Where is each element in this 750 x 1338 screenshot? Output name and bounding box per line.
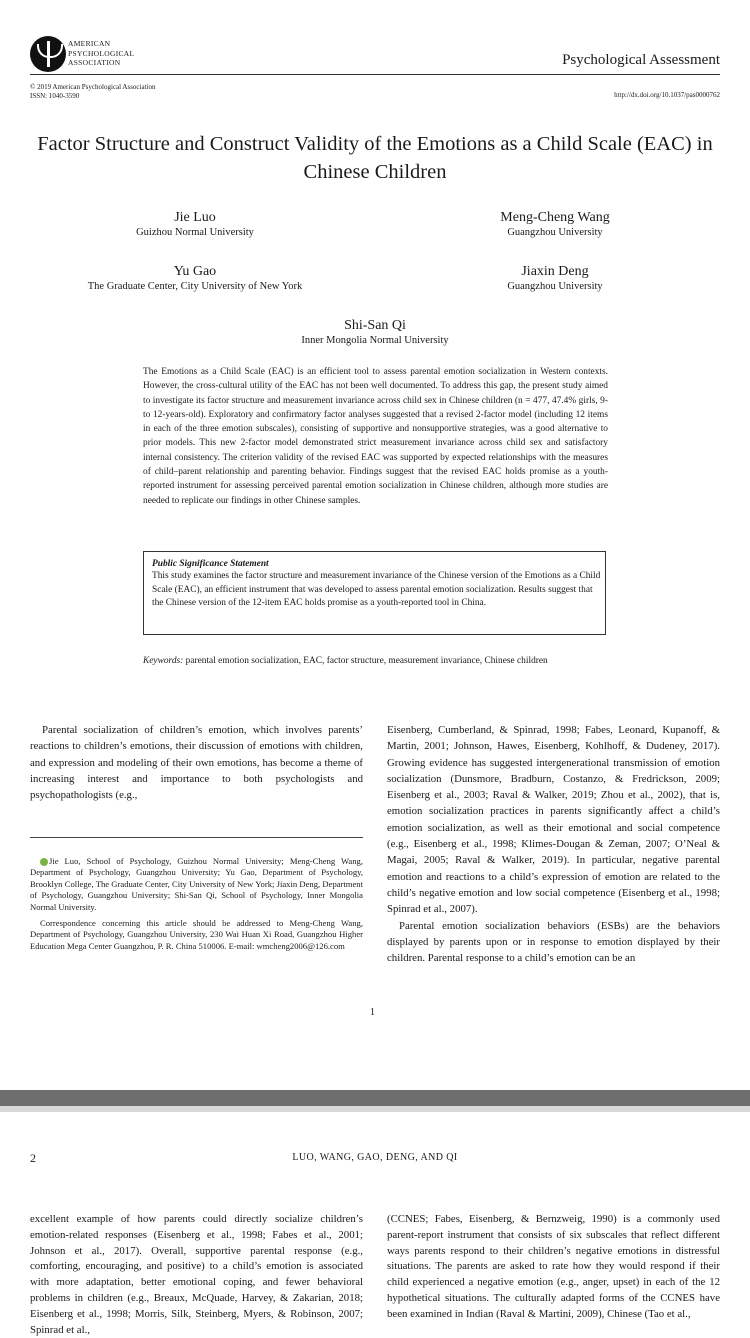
author-name: Jiaxin Deng <box>521 264 589 279</box>
orcid-icon[interactable] <box>40 858 48 866</box>
page-separator <box>0 1090 750 1106</box>
publisher-line: ASSOCIATION <box>68 58 121 67</box>
body-left-column: Parental socialization of children’s emotion, which involves parents’ reactions to children’s emotions, their discussion of emotions with children, and expression and modeling of their own emotions, has become a theme of increasing interest and importance to both psychologists and psychopathologists (e.g., <box>30 724 363 802</box>
copyright-line: © 2019 American Psychological Association <box>30 83 156 91</box>
significance-body: This study examines the factor structure and measurement invariance of the Chinese version of the Emotions as a Child Scale (EAC), an efficient instrument that was developed to assess parental emotion socialization. Results suggest that the Chinese version of the 12-item EAC holds promise as a youth-reported tool in China. <box>152 571 601 608</box>
significance-title: Public Significance Statement <box>152 559 269 569</box>
page-number: 1 <box>370 1007 375 1018</box>
author-name: Yu Gao <box>173 264 217 279</box>
issn-line: ISSN: 1040-3590 <box>30 91 80 100</box>
keywords-label: Keywords: <box>143 656 184 666</box>
author-affiliation: Guizhou Normal University <box>136 227 254 238</box>
page-number: 2 <box>30 1151 36 1165</box>
author-name: Jie Luo <box>174 210 216 225</box>
author-affiliation: The Graduate Center, City University of New York <box>87 281 303 292</box>
body-paragraph: Parental emotion socialization behaviors (ESBs) are the behaviors displayed by parents upon or in response to emotion displayed by their children. Parental response to a child’s emotion can be an <box>387 919 720 965</box>
footnote-affiliations-text: Jie Luo, School of Psychology, Guizhou Normal University; Meng-Cheng Wang, Department of Psychology, Guangzhou University; Yu Gao, Department of Psychology, Brooklyn College, The Graduate Center, City University of New York; Jiaxin Deng, Department of Psychology, Guangzhou University; Shi-San Qi, School of Psychology, Inner Mongolia Normal University. <box>30 856 363 912</box>
journal-name: Psychological Assessment <box>562 52 720 68</box>
author-name: Meng-Cheng Wang <box>500 210 610 225</box>
publisher-line: AMERICAN <box>68 39 111 48</box>
body-paragraph: Eisenberg, Cumberland, & Spinrad, 1998; Fabes, Leonard, Kupanoff, & Martin, 2001; Johnson, Hawes, Eisenberg, Kohlhoff, & Dudeney, 2017). Growing evidence has suggested intergenerational transmission of emotion socialization (Dunsmore, Bradburn, Costanzo, & Fredrickson, 2009; Eisenberg et al., 2003; Raval & Walker, 2019; Zhou et al., 2002), that is, emotion socialization practices in parents significantly affect a child’s emotion socialization, as well as their emotional and social competence (e.g., Eisenberg et al., 1998; Klimes-Dougan & Zeman, 2007; O’Neal & Magai, 2005; Raval & Walker, 2019). In particular, negative parental emotion and reactions to a child’s expression of emotion are related to the child’s negative emotion and low social competence (Eisenberg et al., 1998; Spinrad et al., 2007). <box>387 724 720 916</box>
public-significance-box <box>143 551 606 635</box>
publisher-line: PSYCHOLOGICAL <box>68 48 135 58</box>
author-block <box>110 209 280 239</box>
author-affiliation: Inner Mongolia Normal University <box>301 335 449 346</box>
body-left-column: excellent example of how parents could directly socialize children’s emotion-related responses (Eisenberg et al., 1998; Fabes et al., 2001; Johnson et al., 2017). Overall, supportive parental response (e.g., comforting, encouraging, and positive) to a child’s emotion is associated with more adaptation, better emotional coping, and fewer behavioral problems in children (e.g., Breaux, McQuade, Harvey, & Zakarian, 2018; Eisenberg et al., 1998; Morris, Silk, Steinberg, Myers, & Robinson, 2007; Spinrad et al., <box>30 1213 363 1336</box>
article-title: Factor Structure and Construct Validity of the Emotions as a Child Scale (EAC) in Chinese Children <box>37 133 713 183</box>
doi-link[interactable]: http://dx.doi.org/10.1037/pas0000762 <box>614 91 720 99</box>
keywords-list: parental emotion socialization, EAC, factor structure, measurement invariance, Chinese children <box>185 656 548 666</box>
body-right-column: (CCNES; Fabes, Eisenberg, & Bernzweig, 1990) is a commonly used parent-report instrument that consists of six subscales that reflect different ways parents respond to their children’s negative emotions in distressful situations. The parents are asked to rate how they would respond if their child experienced a negative emotion (e.g., anger, upset) in each of the 12 hypothetical situations. The culturally adapted forms of the CCNES have been examined in Indian (Raval & Martini, 2009), Chinese (Tao et al., <box>387 1213 720 1320</box>
author-block <box>470 263 640 293</box>
footnote-rule <box>30 837 363 838</box>
apa-logo-icon <box>30 36 66 72</box>
header-rule <box>30 74 720 75</box>
author-block <box>470 209 640 239</box>
author-block <box>260 317 490 347</box>
copyright-block <box>30 83 155 100</box>
body-right-column <box>387 722 720 966</box>
author-block <box>50 263 340 293</box>
publisher-name <box>68 39 134 68</box>
author-note <box>30 856 363 957</box>
footnote-correspondence: Correspondence concerning this article should be addressed to Meng-Cheng Wang, Department of Psychology, Guangzhou University, 230 Wai Huan Xi Road, Guangzhou Higher Education Mega Center Guangzhou, P. R. China 510006. E-mail: wmcheng2006@126.com <box>30 918 363 951</box>
author-affiliation: Guangzhou University <box>507 281 603 292</box>
running-head: LUO, WANG, GAO, DENG, AND QI <box>292 1152 458 1163</box>
abstract: The Emotions as a Child Scale (EAC) is an efficient tool to assess parental emotion socialization in Western contexts. However, the cross-cultural utility of the EAC has not been well documented. To address this gap, the present study aimed to investigate its factor structure and measurement invariance across child sex in Chinese children (n = 477, 47.4% girls, 9- to 12-years-old). Exploratory and confirmatory factor analyses suggested that a revised 2-factor model (including 12 items in each of the three emotion subscales), consisting of supportive and nonsupportive strategies, was a good alternative to prior models. This new 2-factor model demonstrated strict measurement invariance across child sex and satisfactory internal consistency. The criterion validity of the revised EAC was supported by expected relationships with the measures of child–parent relationship and parenting behavior. Findings suggest that the revised EAC holds promise as a youth-reported instrument for assessing perceived parental emotion socialization in Chinese children, although more studies are needed to replicate our findings in other Chinese samples. <box>143 367 608 506</box>
author-name: Shi-San Qi <box>344 318 406 333</box>
keywords <box>143 655 608 669</box>
footnote-affiliations <box>30 856 363 913</box>
page-separator-shadow <box>0 1106 750 1112</box>
author-affiliation: Guangzhou University <box>507 227 603 238</box>
